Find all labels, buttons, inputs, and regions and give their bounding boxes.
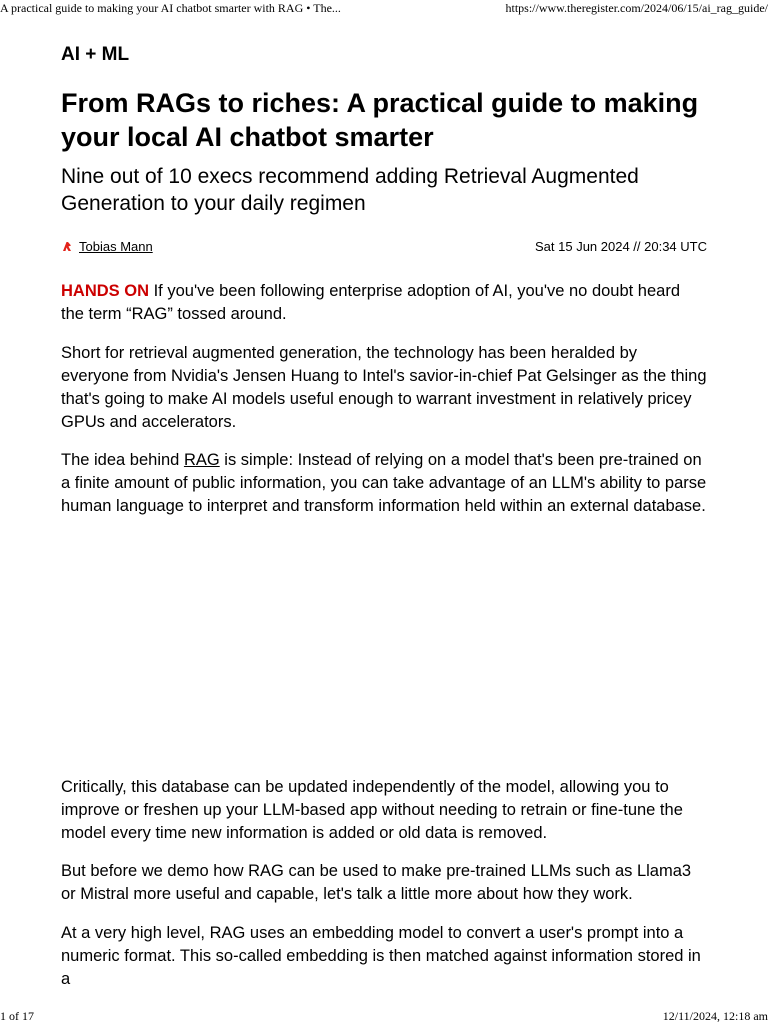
print-header-title: A practical guide to making your AI chatbot smarter with RAG • The... (0, 1, 341, 15)
paragraph-1-text: If you've been following enterprise adoption of AI, you've no doubt heard the term “RAG” tossed around. (61, 282, 681, 323)
author-icon (61, 241, 72, 252)
body-paragraph-6: At a very high level, RAG uses an embedding model to convert a user's prompt into a numeric format. This so-called embedding is then matched against information stored in a (61, 924, 701, 988)
body-paragraph-2: Short for retrieval augmented generation, the technology has been heralded by everyone from Nvidia's Jensen Huang to Intel's savior-in-chief Pat Gelsinger as the thing that's going to make AI models useful enough to warrant investment in relatively pricey GPUs and accelerators. (61, 344, 707, 431)
publish-date: Sat 15 Jun 2024 // 20:34 UTC (535, 239, 707, 254)
paragraph-3-text-after: is simple: Instead of relying on a model that's been pre-trained on a finite amount of public information, you can take advantage of an LLM's ability to parse human language to interpret and transform information held within an external database. (61, 451, 707, 515)
blank-ad-space (61, 532, 707, 760)
page-number: 1 of 17 (0, 1009, 34, 1023)
print-footer (0, 1008, 768, 1024)
byline (61, 238, 707, 256)
body-paragraph-5: But before we demo how RAG can be used to make pre-trained LLMs such as Llama3 or Mistral more useful and capable, let's talk a little more about how they work. (61, 862, 692, 903)
print-datetime: 12/11/2024, 12:18 am (662, 1009, 768, 1023)
print-header-url: https://www.theregister.com/2024/06/15/ai_rag_guide/ (505, 1, 768, 15)
body-paragraph-3 (61, 449, 707, 518)
rag-link[interactable]: RAG (183, 451, 220, 469)
body-paragraph-4: Critically, this database can be updated independently of the model, allowing you to improve or freshen up your LLM-based app without needing to retrain or fine-tune the model every time new information is added or old data is removed. (61, 778, 683, 842)
paragraph-3-text-before: The idea behind (61, 451, 184, 469)
article-headline: From RAGs to riches: A practical guide to making your local AI chatbot smarter (61, 88, 699, 152)
print-header (0, 0, 768, 16)
hands-on-kicker: HANDS ON (61, 282, 150, 300)
section-label: AI + ML (61, 44, 130, 65)
article-standfirst: Nine out of 10 execs recommend adding Retrieval Augmented Generation to your daily regimen (61, 165, 639, 215)
author-link[interactable]: Tobias Mann (79, 239, 153, 254)
body-paragraph-1 (61, 280, 707, 326)
